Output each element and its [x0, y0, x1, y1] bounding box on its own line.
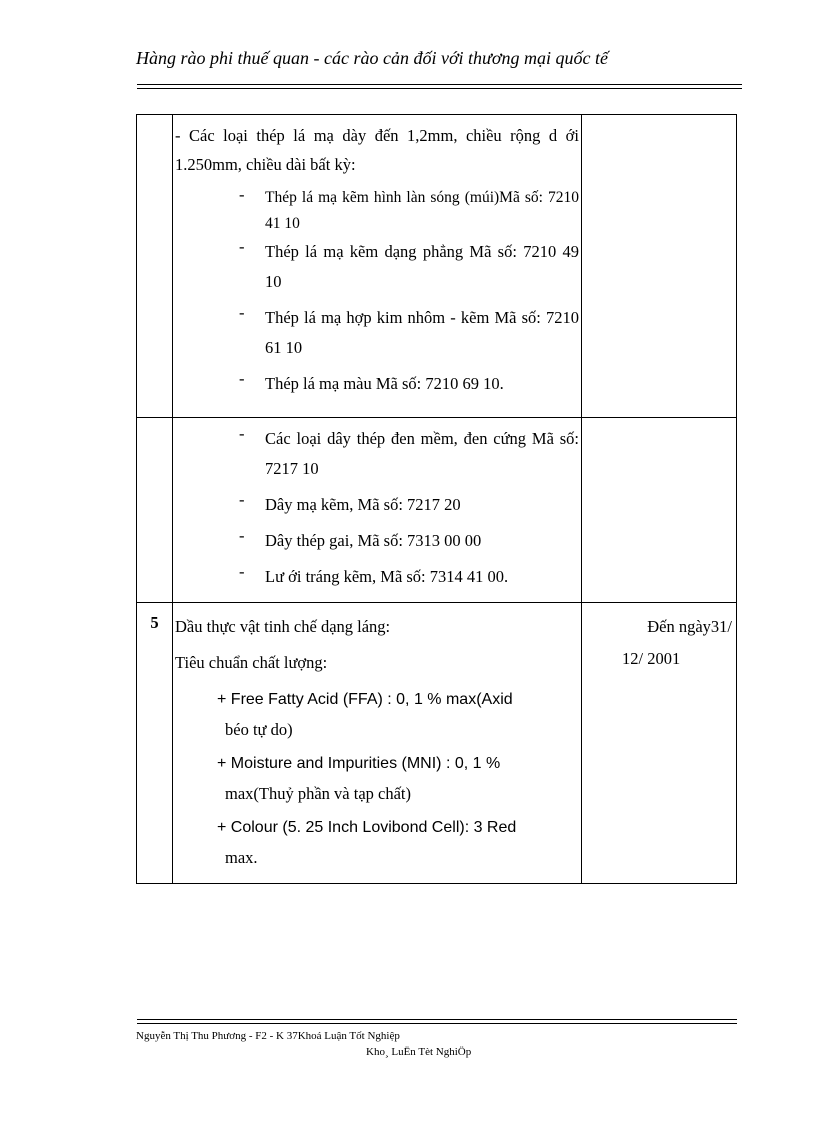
- row-number: [137, 418, 173, 603]
- criterion-line: + Moisture and Impurities (MNI) : 0, 1 %: [217, 755, 501, 772]
- header-rule-bottom: [137, 88, 742, 89]
- date-line-1: Đến ngày31/: [647, 617, 732, 636]
- list-item: [175, 424, 581, 484]
- criterion-line: + Free Fatty Acid (FFA) : 0, 1 % max(Axid: [217, 691, 513, 708]
- row-number: 5: [137, 603, 173, 884]
- list-dash: -: [239, 185, 245, 204]
- header-rule-top: [137, 84, 742, 85]
- list-dash: -: [239, 562, 245, 581]
- list-item: [175, 237, 581, 297]
- row-content: [173, 115, 582, 418]
- list-item: [175, 562, 581, 592]
- criterion-continuation: max.: [225, 848, 258, 867]
- list-item: [175, 185, 581, 237]
- row-date: [582, 418, 737, 603]
- list-dash: -: [239, 369, 245, 388]
- row-date: [582, 115, 737, 418]
- row-number: [137, 115, 173, 418]
- page-header-title: Hàng rào phi thuế quan - các rào cản đối với thương mại quốc tế: [136, 48, 608, 68]
- list-dash: -: [239, 424, 245, 443]
- product-title: Dầu thực vật tinh chế dạng láng:: [175, 617, 391, 636]
- list-dash: -: [239, 303, 245, 322]
- list-item: [175, 369, 581, 399]
- table-row: [137, 603, 737, 884]
- row-intro: - Các loại thép lá mạ dày đến 1,2mm, chiều rộng d ới 1.250mm, chiều dài bất kỳ:: [175, 126, 579, 174]
- date-line-2: 12/ 2001: [622, 649, 681, 668]
- criterion-item: [175, 685, 581, 745]
- list-dash: -: [239, 237, 245, 256]
- row-date: [582, 603, 737, 884]
- list-item-text: Dây thép gai, Mã số: 7313 00 00: [265, 531, 482, 550]
- footer-author: Nguyễn Thị Thu Phương - F2 - K 37Khoá Luận Tốt Nghiệp: [136, 1030, 400, 1042]
- criteria-heading: Tiêu chuẩn chất lượng:: [175, 653, 328, 672]
- footer-rule-bottom: [137, 1023, 737, 1024]
- table-row: [137, 115, 737, 418]
- list-item: [175, 303, 581, 363]
- criterion-item: [175, 749, 581, 809]
- criterion-item: [175, 813, 581, 873]
- list-item-text: Dây mạ kẽm, Mã số: 7217 20: [265, 495, 461, 514]
- list-item: [175, 490, 581, 520]
- row-content: [173, 603, 582, 884]
- criterion-continuation: max(Thuỷ phần và tạp chất): [225, 784, 412, 803]
- regulation-table: [136, 114, 737, 884]
- list-item-text: Thép lá mạ kẽm hình làn sóng (múi)Mã số: 7210 41 10: [265, 189, 579, 232]
- list-item-text: Các loại dây thép đen mềm, đen cứng Mã số: 7217 10: [265, 429, 579, 478]
- list-dash: -: [239, 490, 245, 509]
- list-item-text: Lư ới tráng kẽm, Mã số: 7314 41 00.: [265, 567, 509, 586]
- criterion-line: + Colour (5. 25 Inch Lovibond Cell): 3 Red: [217, 819, 517, 836]
- footer-subtitle: Kho¸ LuËn Tèt NghiÖp: [366, 1046, 472, 1058]
- list-item-text: Thép lá mạ hợp kim nhôm - kẽm Mã số: 7210 61 10: [265, 308, 579, 357]
- list-dash: -: [239, 526, 245, 545]
- table-row: [137, 418, 737, 603]
- list-item-text: Thép lá mạ màu Mã số: 7210 69 10.: [265, 374, 504, 393]
- list-item: [175, 526, 581, 556]
- row-content: [173, 418, 582, 603]
- footer-rule-top: [137, 1019, 737, 1020]
- criterion-continuation: béo tự do): [225, 720, 293, 739]
- list-item-text: Thép lá mạ kẽm dạng phẳng Mã số: 7210 49 10: [265, 242, 579, 291]
